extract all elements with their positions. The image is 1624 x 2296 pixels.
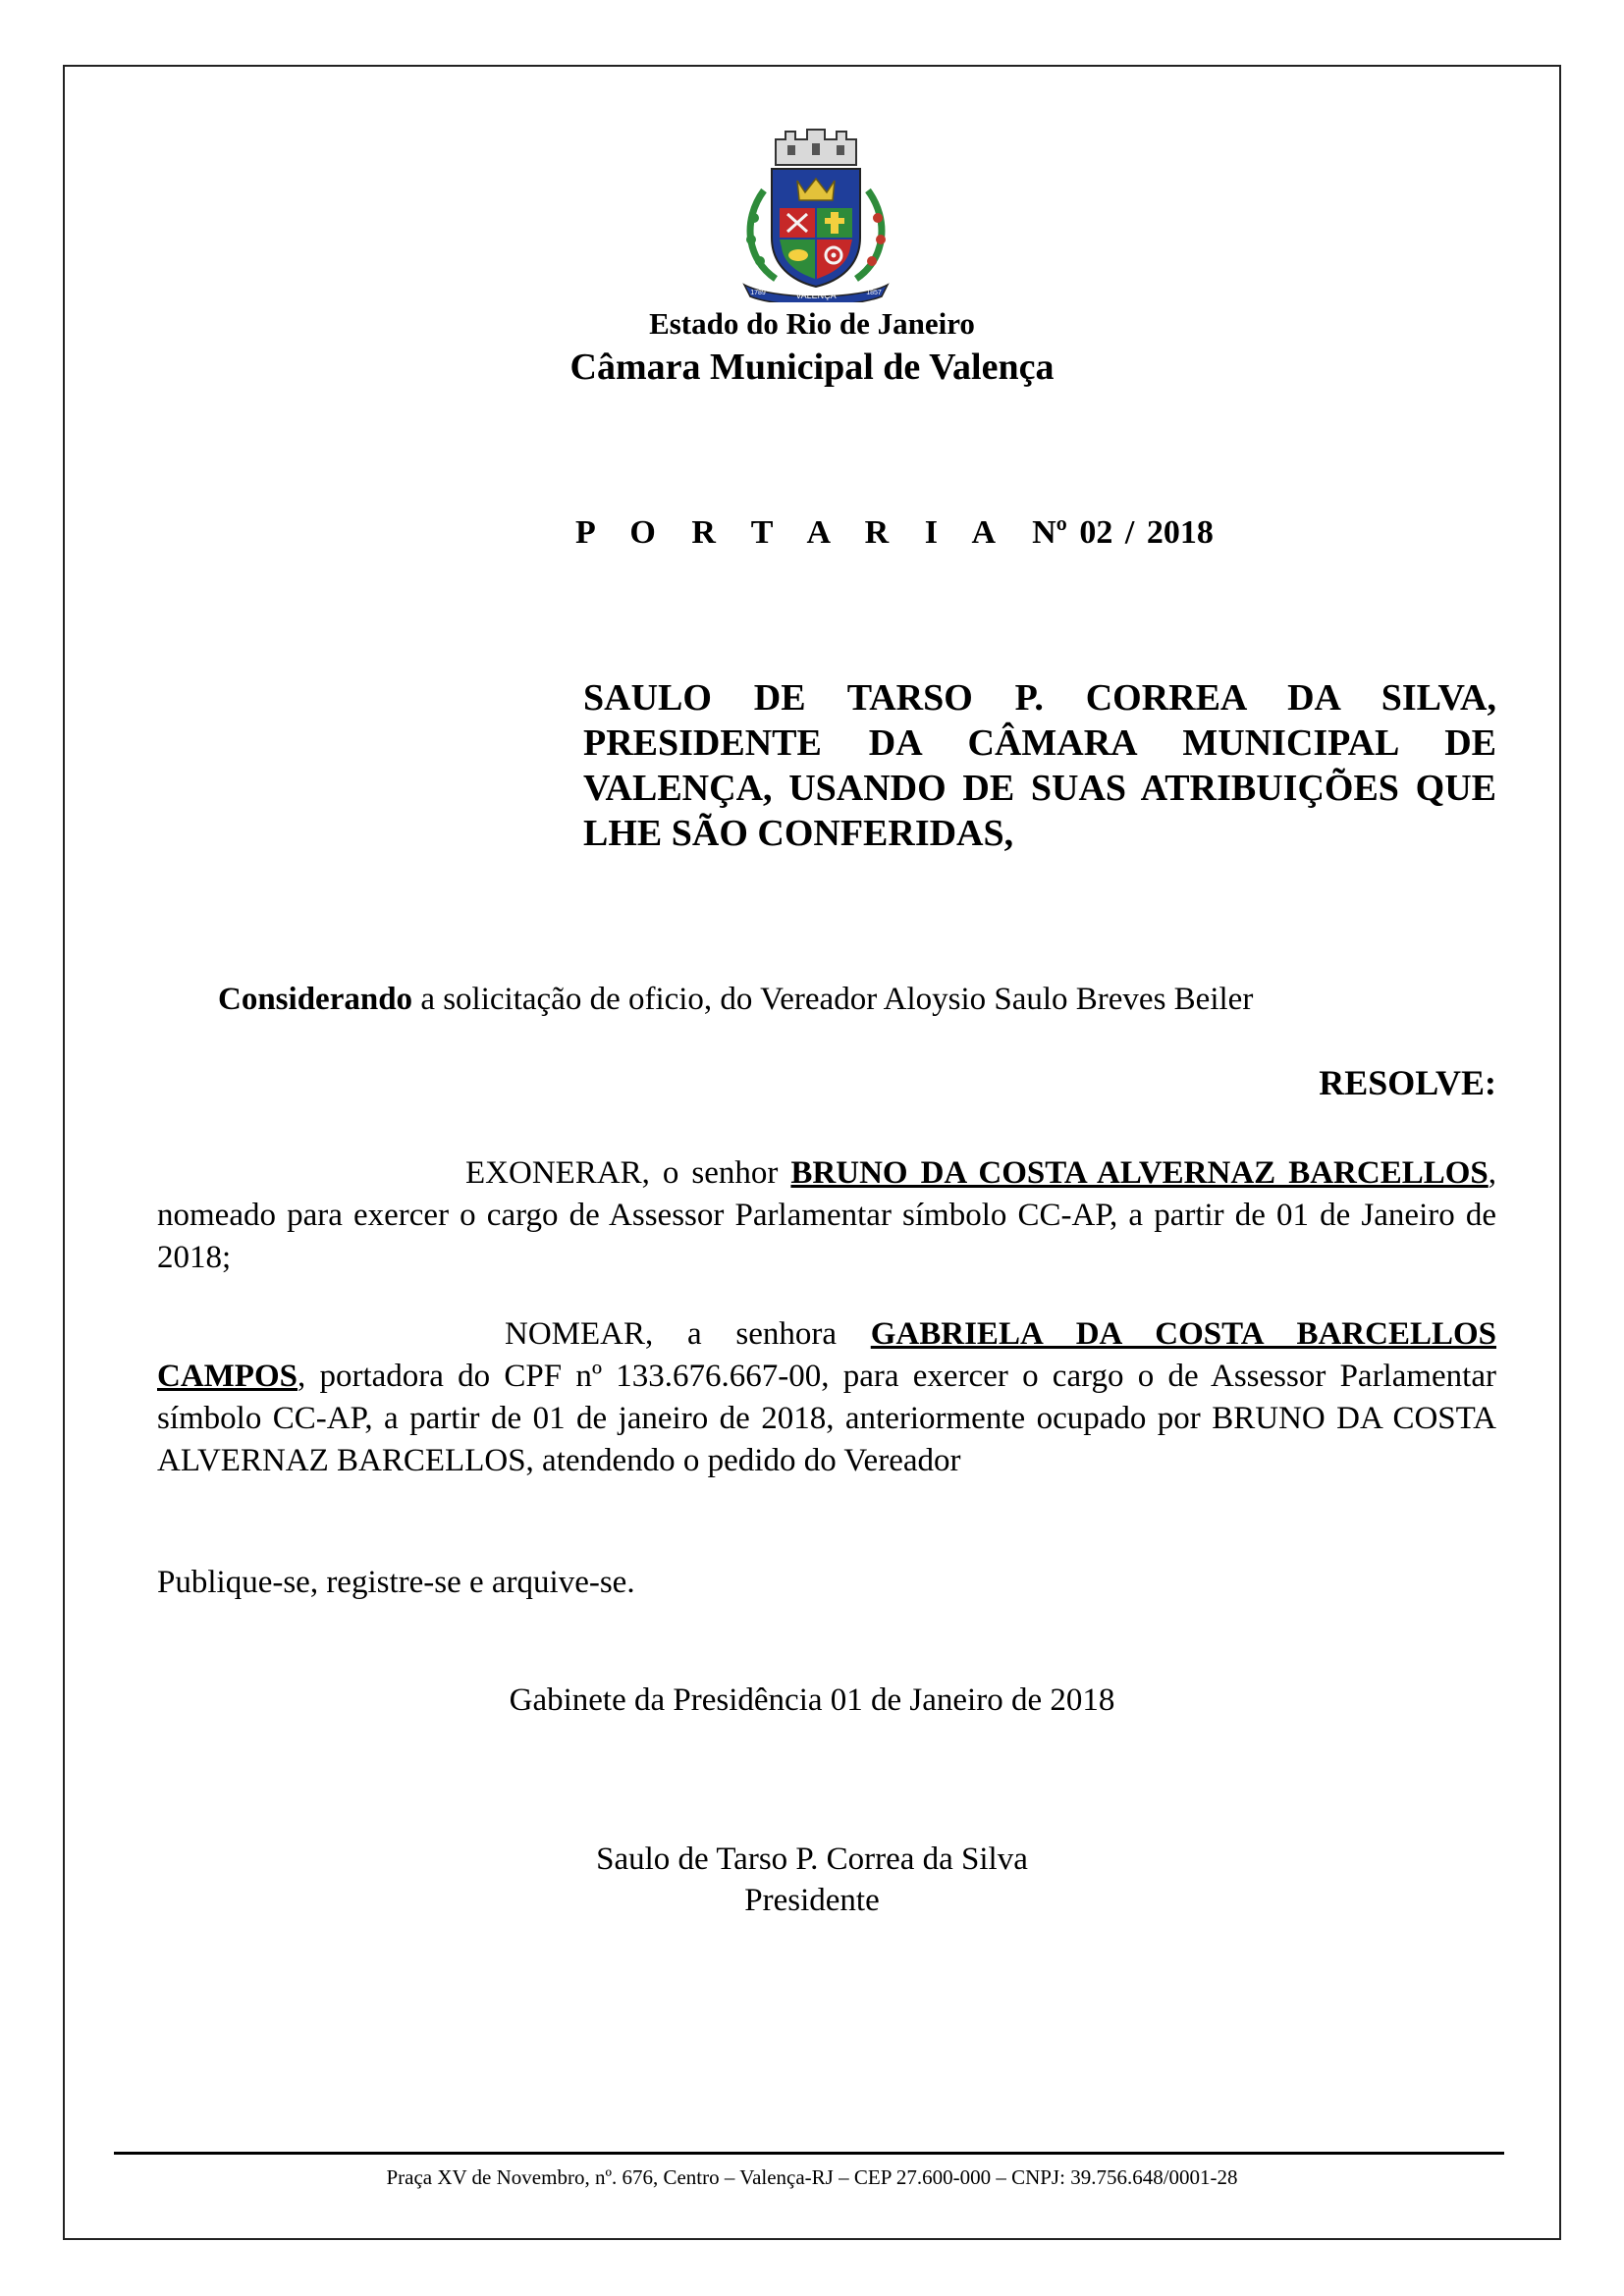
resolve-heading: RESOLVE: bbox=[1319, 1063, 1496, 1102]
article1-verb: EXONERAR, o senhor bbox=[465, 1155, 791, 1191]
article1-name: BRUNO DA COSTA ALVERNAZ BARCELLOS bbox=[790, 1155, 1489, 1191]
municipal-coat-of-arms-icon bbox=[725, 122, 907, 302]
article-exoneration bbox=[157, 1152, 1496, 1279]
crest-year-right: 1857 bbox=[866, 290, 882, 296]
article1-text: , nomeado para exercer o cargo de Assessor Parlamentar símbolo CC-AP, a partir de 01 de Janeiro de 2018; bbox=[157, 1155, 1496, 1275]
state-name: Estado do Rio de Janeiro bbox=[649, 306, 975, 341]
crest-year-left: 1789 bbox=[750, 290, 766, 296]
date-line: Gabinete da Presidência 01 de Janeiro de 2018 bbox=[509, 1682, 1115, 1718]
footer-address: Praça XV de Novembro, nº. 676, Centro – Valença-RJ – CEP 27.600-000 – CNPJ: 39.756.648/0001-28 bbox=[386, 2165, 1238, 2189]
document-title-label: P O R T A R I A bbox=[575, 514, 1008, 551]
signatory-name: Saulo de Tarso P. Correa da Silva bbox=[596, 1842, 1028, 1877]
footer-divider bbox=[114, 2152, 1504, 2155]
article2-text: , portadora do CPF nº 133.676.667-00, para exercer o cargo o de Assessor Parlamentar símbolo CC-AP, a partir de 01 de janeiro de 2018, anteriormente ocupado por BRUNO DA COSTA ALVERNAZ BARCELLOS, atendendo o pedido do Vereador bbox=[157, 1359, 1496, 1478]
crest-ribbon-text: VALENÇA bbox=[795, 291, 837, 300]
considering-lead: Considerando bbox=[218, 982, 413, 1017]
publish-clause: Publique-se, registre-se e arquive-se. bbox=[157, 1565, 635, 1600]
article-nomination bbox=[157, 1313, 1496, 1482]
article2-name: GABRIELA DA COSTA BARCELLOS CAMPOS bbox=[157, 1316, 1497, 1394]
signatory-role: Presidente bbox=[744, 1883, 880, 1918]
article2-verb: NOMEAR, a senhora bbox=[505, 1316, 871, 1352]
preamble: SAULO DE TARSO P. CORREA DA SILVA, PRESIDENTE DA CÂMARA MUNICIPAL DE VALENÇA, USANDO DE SUAS ATRIBUIÇÕES QUE LHE SÃO CONFERIDAS, bbox=[583, 677, 1496, 854]
document-number: Nº 02 / 2018 bbox=[1032, 514, 1214, 551]
document-title bbox=[575, 514, 1214, 552]
considering-text: a solicitação de oficio, do Vereador Aloysio Saulo Breves Beiler bbox=[412, 982, 1254, 1017]
considering-paragraph bbox=[218, 982, 1253, 1018]
chamber-name: Câmara Municipal de Valença bbox=[569, 347, 1055, 388]
